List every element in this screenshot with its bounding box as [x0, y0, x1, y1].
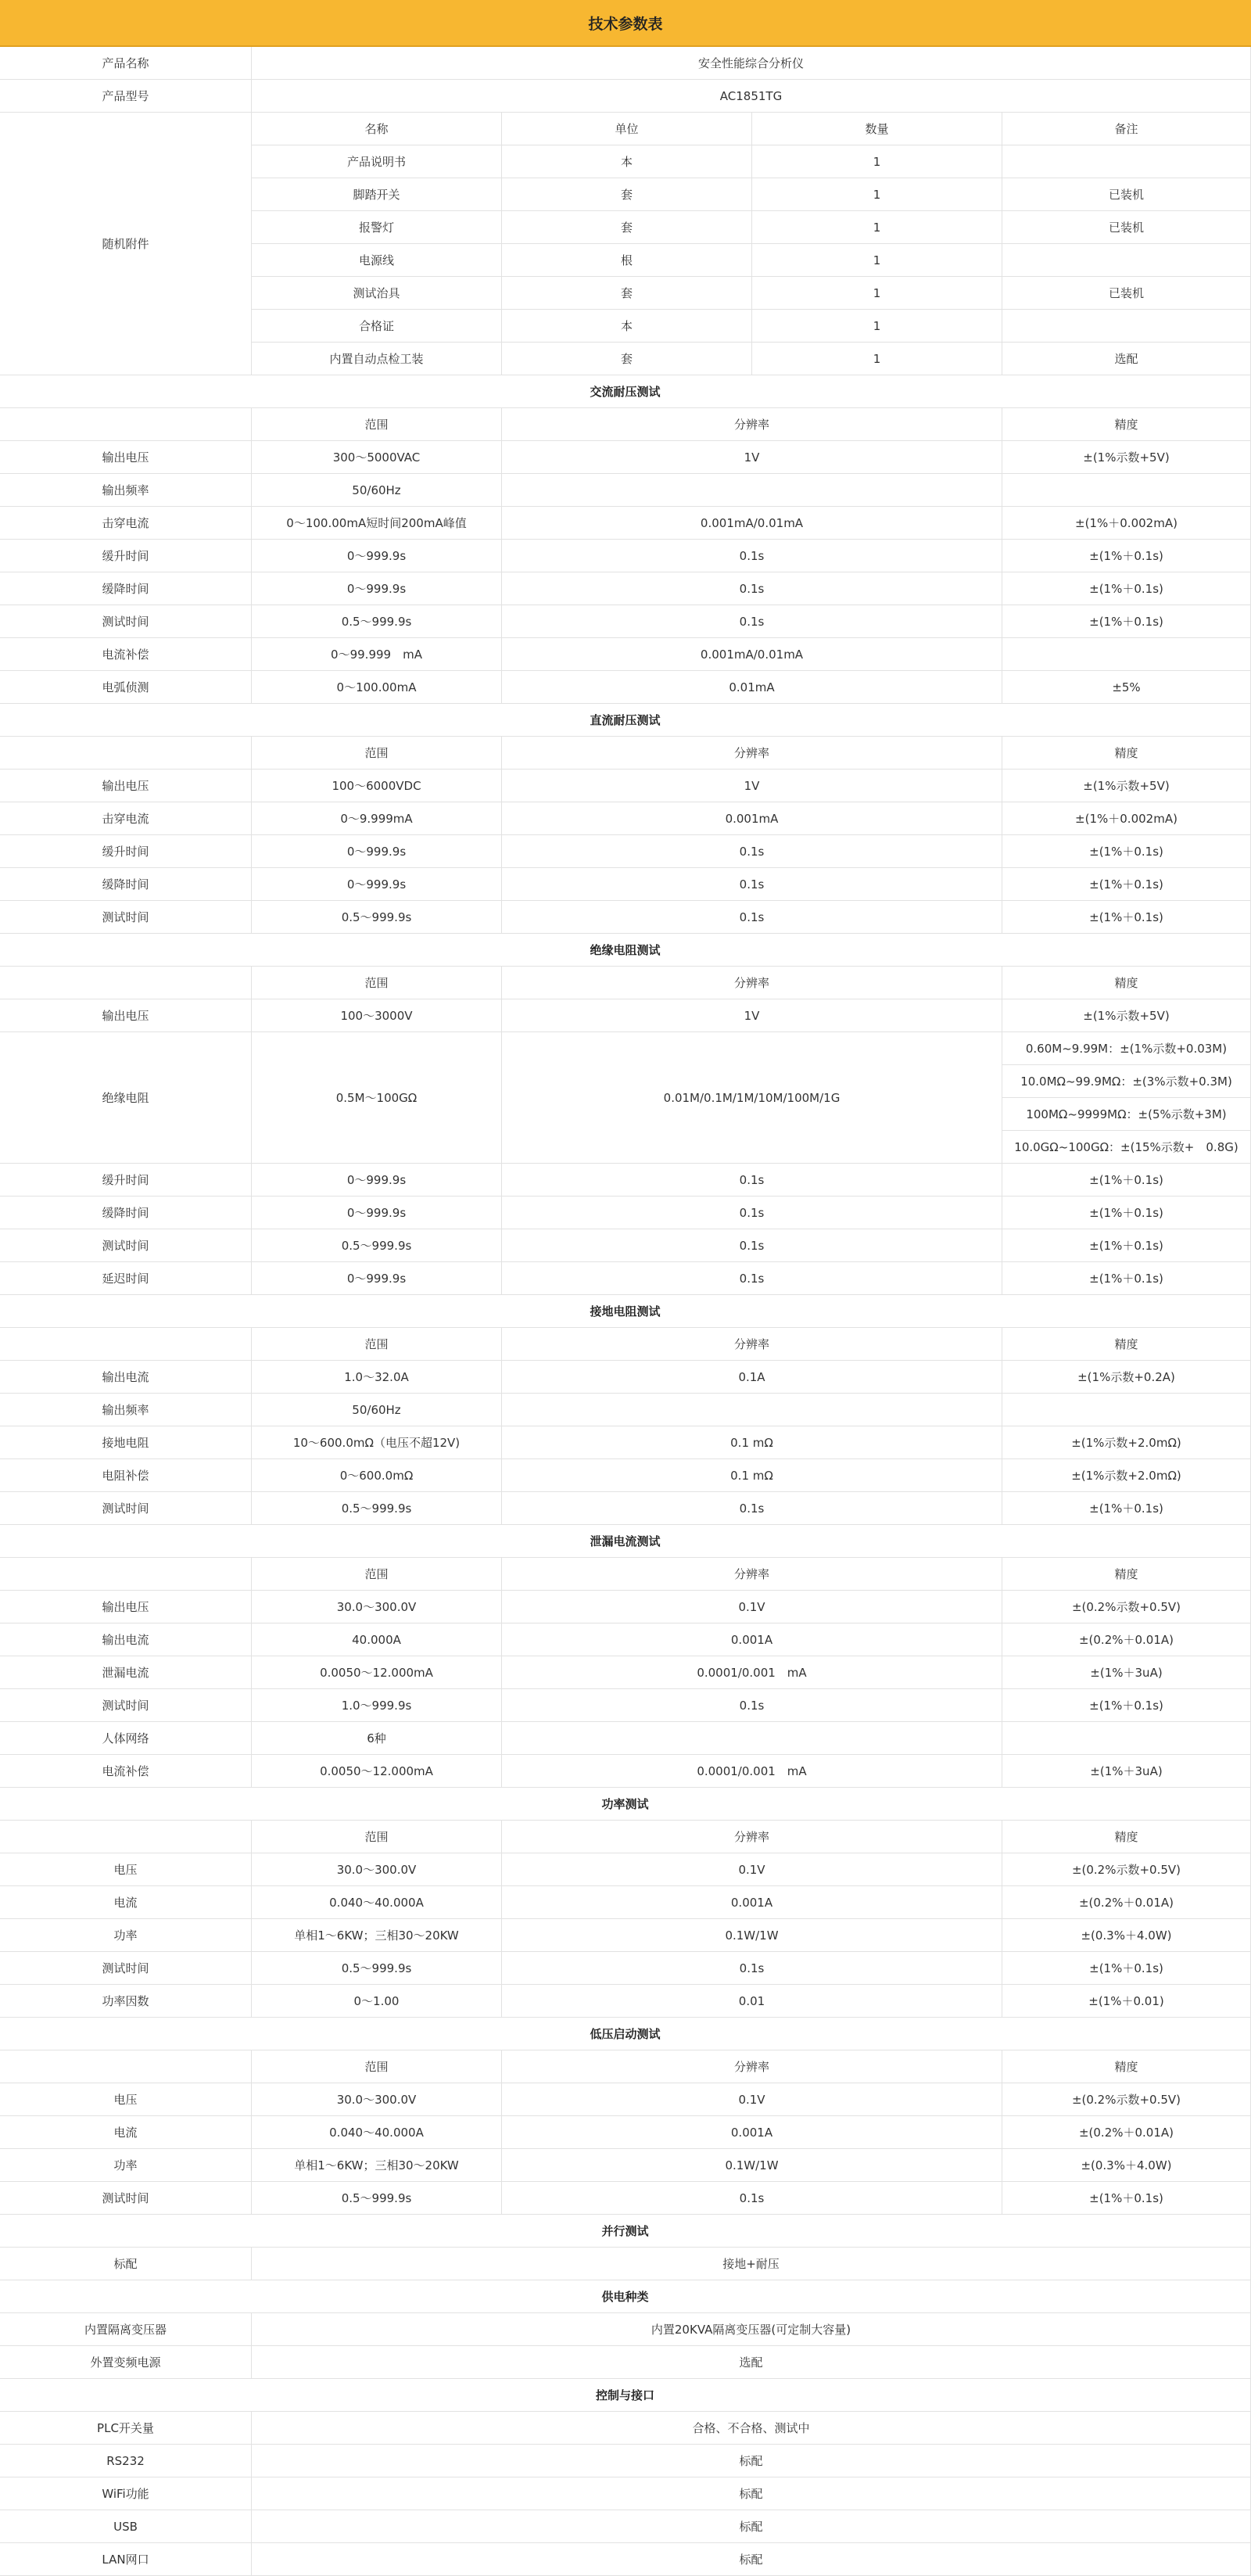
spec-row-accuracy: ±(1%＋0.1s) [1002, 1689, 1251, 1722]
accessory-cell: 套 [502, 178, 752, 211]
spec-row-resolution: 0.1s [502, 1262, 1002, 1295]
interface-row-label: WiFi功能 [0, 2477, 252, 2510]
accessory-cell: 合格证 [252, 310, 502, 343]
accessory-cell: 选配 [1002, 343, 1251, 375]
spec-row-resolution: 0.1s [502, 868, 1002, 901]
spec-row-accuracy: ±(1%＋0.1s) [1002, 901, 1251, 934]
spec-row-range: 0～100.00mA [252, 671, 502, 704]
spec-row-resolution: 0.01 [502, 1985, 1002, 2018]
spec-row-accuracy: ±(1%示数+5V) [1002, 999, 1251, 1032]
accessory-cell: 脚踏开关 [252, 178, 502, 211]
spec-row-label: 测试时间 [0, 605, 252, 638]
section-title: 交流耐压测试 [0, 375, 1251, 408]
spec-row-range: 0～99.999 mA [252, 638, 502, 671]
product-name-value: 安全性能综合分析仪 [252, 47, 1251, 80]
spec-row-range: 50/60Hz [252, 1394, 502, 1426]
pw_test-header-resolution: 分辨率 [502, 1821, 1002, 1853]
section-title: 接地电阻测试 [0, 1295, 1251, 1328]
spec-row-range: 0.5～999.9s [252, 2182, 502, 2215]
gr_test-header-accuracy: 精度 [1002, 1328, 1251, 1361]
spec-row-label: 输出电压 [0, 770, 252, 802]
spec-row-accuracy: ±(1%示数+5V) [1002, 441, 1251, 474]
interface-row-value: 标配 [252, 2445, 1251, 2477]
section-title: 泄漏电流测试 [0, 1525, 1251, 1558]
lc_test-header-blank [0, 1558, 252, 1591]
spec-row-range: 0～999.9s [252, 1262, 502, 1295]
interface-row-value: 合格、不合格、测试中 [252, 2412, 1251, 2445]
ir_test-header-range: 范围 [252, 967, 502, 999]
spec-row-resolution: 0.001A [502, 2116, 1002, 2149]
spec-row-accuracy: ±(0.2%示数+0.5V) [1002, 1853, 1251, 1886]
pw_test-header-blank [0, 1821, 252, 1853]
insulation-resistance-accuracy: 10.0GΩ~100GΩ：±(15%示数+ 0.8G) [1002, 1131, 1251, 1164]
spec-row-resolution: 0.01mA [502, 671, 1002, 704]
spec-row-range: 1.0～999.9s [252, 1689, 502, 1722]
ac_test-header-accuracy: 精度 [1002, 408, 1251, 441]
page-title: 技术参数表 [0, 0, 1251, 47]
ir_test-header-resolution: 分辨率 [502, 967, 1002, 999]
spec-row-accuracy: ±(1%示数+5V) [1002, 770, 1251, 802]
spec-row-label: 测试时间 [0, 901, 252, 934]
product-name-label: 产品名称 [0, 47, 252, 80]
ir_test-header-blank [0, 967, 252, 999]
dc_test-header-range: 范围 [252, 737, 502, 770]
spec-row-range: 0～999.9s [252, 572, 502, 605]
accessory-cell [1002, 145, 1251, 178]
spec-row-label: 测试时间 [0, 1492, 252, 1525]
accessories-header: 备注 [1002, 113, 1251, 145]
spec-row-accuracy: ±(0.2%＋0.01A) [1002, 1886, 1251, 1919]
accessory-cell: 1 [752, 343, 1002, 375]
spec-row-resolution: 0.1 mΩ [502, 1459, 1002, 1492]
spec-row-label: 电流补偿 [0, 638, 252, 671]
spec-row-label: 测试时间 [0, 1689, 252, 1722]
spec-row-range: 0.5～999.9s [252, 1229, 502, 1262]
accessory-cell [1002, 244, 1251, 277]
spec-row-label: 击穿电流 [0, 507, 252, 540]
spec-row-accuracy [1002, 1722, 1251, 1755]
spec-row-range: 单相1～6KW；三相30～20KW [252, 2149, 502, 2182]
spec-row-resolution: 0.1 mΩ [502, 1426, 1002, 1459]
spec-row-accuracy: ±(0.2%＋0.01A) [1002, 1623, 1251, 1656]
interface-row-value: 标配 [252, 2543, 1251, 2576]
accessory-cell: 1 [752, 277, 1002, 310]
spec-row-label: 输出电流 [0, 1361, 252, 1394]
product-model-value: AC1851TG [252, 80, 1251, 113]
spec-row-label: 功率因数 [0, 1985, 252, 2018]
parallel_test-row-value: 接地+耐压 [252, 2248, 1251, 2280]
spec-row-resolution: 1V [502, 441, 1002, 474]
interface-row-label: USB [0, 2510, 252, 2543]
spec-row-label: 测试时间 [0, 1229, 252, 1262]
spec-row-range: 0.5～999.9s [252, 901, 502, 934]
spec-row-resolution: 0.1s [502, 540, 1002, 572]
spec-row-range: 0.040～40.000A [252, 2116, 502, 2149]
spec-row-resolution: 0.1s [502, 1492, 1002, 1525]
spec-row-range: 0.5～999.9s [252, 605, 502, 638]
power_supply-row-label: 内置隔离变压器 [0, 2313, 252, 2346]
spec-row-range: 0.5～999.9s [252, 1492, 502, 1525]
lc_test-header-accuracy: 精度 [1002, 1558, 1251, 1591]
accessory-cell: 套 [502, 343, 752, 375]
spec-row-accuracy [1002, 638, 1251, 671]
interface-row-value: 标配 [252, 2477, 1251, 2510]
lv_test-header-resolution: 分辨率 [502, 2050, 1002, 2083]
lc_test-header-range: 范围 [252, 1558, 502, 1591]
spec-row-resolution [502, 1722, 1002, 1755]
spec-row-accuracy: ±(1%＋0.1s) [1002, 540, 1251, 572]
spec-row-accuracy: ±(1%＋0.002mA) [1002, 507, 1251, 540]
spec-row-accuracy: ±(1%＋0.1s) [1002, 572, 1251, 605]
spec-row-resolution: 0.1s [502, 2182, 1002, 2215]
spec-row-label: 缓降时间 [0, 868, 252, 901]
spec-row-label: 接地电阻 [0, 1426, 252, 1459]
ir_test-header-accuracy: 精度 [1002, 967, 1251, 999]
spec-row-resolution: 0.001A [502, 1886, 1002, 1919]
ac_test-header-blank [0, 408, 252, 441]
spec-row-range: 0～999.9s [252, 868, 502, 901]
accessory-cell: 已装机 [1002, 211, 1251, 244]
accessory-cell: 本 [502, 310, 752, 343]
spec-row-accuracy: ±(1%＋3uA) [1002, 1656, 1251, 1689]
spec-row-label: 电压 [0, 2083, 252, 2116]
spec-row-range: 6种 [252, 1722, 502, 1755]
spec-row-resolution: 0.1A [502, 1361, 1002, 1394]
dc_test-header-blank [0, 737, 252, 770]
insulation-resistance-accuracy: 0.60M~9.99M：±(1%示数+0.03M) [1002, 1032, 1251, 1065]
spec-row-range: 0.040～40.000A [252, 1886, 502, 1919]
spec-row-label: 电流 [0, 2116, 252, 2149]
spec-row-range: 0～999.9s [252, 540, 502, 572]
interface-row-label: PLC开关量 [0, 2412, 252, 2445]
spec-row-range: 0.0050～12.000mA [252, 1755, 502, 1788]
spec-row-range: 100～6000VDC [252, 770, 502, 802]
spec-row-accuracy: ±(1%＋0.1s) [1002, 605, 1251, 638]
spec-row-label: 测试时间 [0, 2182, 252, 2215]
spec-row-accuracy [1002, 1394, 1251, 1426]
spec-row-resolution: 0.1s [502, 1164, 1002, 1197]
accessory-cell: 产品说明书 [252, 145, 502, 178]
ac_test-header-range: 范围 [252, 408, 502, 441]
spec-row-resolution: 0.1W/1W [502, 1919, 1002, 1952]
spec-row-accuracy: ±(1%＋0.1s) [1002, 868, 1251, 901]
spec-row-label: 功率 [0, 1919, 252, 1952]
spec-row-label: 击穿电流 [0, 802, 252, 835]
spec-row-accuracy: ±(1%＋0.1s) [1002, 2182, 1251, 2215]
spec-row-resolution: 0.001A [502, 1623, 1002, 1656]
lv_test-header-accuracy: 精度 [1002, 2050, 1251, 2083]
spec-row-accuracy: ±(1%＋0.1s) [1002, 1492, 1251, 1525]
spec-row-label: 输出电压 [0, 441, 252, 474]
spec-row-accuracy: ±5% [1002, 671, 1251, 704]
accessory-cell: 根 [502, 244, 752, 277]
spec-row-label: 输出电压 [0, 999, 252, 1032]
spec-row-label: 电阻补偿 [0, 1459, 252, 1492]
spec-row-resolution: 0.1s [502, 901, 1002, 934]
spec-row-resolution: 0.1V [502, 1591, 1002, 1623]
accessory-cell: 本 [502, 145, 752, 178]
pw_test-header-range: 范围 [252, 1821, 502, 1853]
insulation-resistance-range: 0.5M～100GΩ [252, 1032, 502, 1164]
spec-row-resolution: 0.001mA/0.01mA [502, 638, 1002, 671]
spec-row-resolution: 0.1s [502, 1229, 1002, 1262]
accessory-cell: 套 [502, 211, 752, 244]
spec-row-label: 缓升时间 [0, 540, 252, 572]
gr_test-header-blank [0, 1328, 252, 1361]
spec-row-resolution [502, 474, 1002, 507]
spec-row-range: 0～9.999mA [252, 802, 502, 835]
accessory-cell: 已装机 [1002, 178, 1251, 211]
power_supply-row-value: 选配 [252, 2346, 1251, 2379]
spec-row-label: 泄漏电流 [0, 1656, 252, 1689]
spec-row-label: 延迟时间 [0, 1262, 252, 1295]
accessories-label: 随机附件 [0, 113, 252, 375]
spec-row-resolution: 0.1s [502, 605, 1002, 638]
spec-row-resolution: 1V [502, 999, 1002, 1032]
spec-row-resolution: 0.1s [502, 1689, 1002, 1722]
accessory-cell: 测试治具 [252, 277, 502, 310]
insulation-resistance-accuracy: 100MΩ~9999MΩ：±(5%示数+3M) [1002, 1098, 1251, 1131]
spec-row-label: 功率 [0, 2149, 252, 2182]
insulation-resistance-label: 绝缘电阻 [0, 1032, 252, 1164]
spec-row-resolution: 0.1s [502, 835, 1002, 868]
spec-row-accuracy: ±(0.3%＋4.0W) [1002, 2149, 1251, 2182]
accessory-cell: 套 [502, 277, 752, 310]
dc_test-header-accuracy: 精度 [1002, 737, 1251, 770]
spec-row-range: 0.5～999.9s [252, 1952, 502, 1985]
lv_test-header-range: 范围 [252, 2050, 502, 2083]
section-title: 直流耐压测试 [0, 704, 1251, 737]
accessory-cell: 报警灯 [252, 211, 502, 244]
spec-row-accuracy: ±(1%＋0.01) [1002, 1985, 1251, 2018]
spec-row-accuracy: ±(1%＋0.1s) [1002, 1164, 1251, 1197]
spec-row-accuracy: ±(1%＋3uA) [1002, 1755, 1251, 1788]
power_supply-row-label: 外置变频电源 [0, 2346, 252, 2379]
spec-row-label: 缓降时间 [0, 1197, 252, 1229]
spec-row-range: 10～600.0mΩ（电压不超12V) [252, 1426, 502, 1459]
spec-row-range: 0～600.0mΩ [252, 1459, 502, 1492]
spec-row-accuracy: ±(1%＋0.1s) [1002, 1952, 1251, 1985]
pw_test-header-accuracy: 精度 [1002, 1821, 1251, 1853]
accessory-cell: 1 [752, 178, 1002, 211]
spec-row-resolution: 0.1s [502, 572, 1002, 605]
section-title: 供电种类 [0, 2280, 1251, 2313]
spec-row-accuracy: ±(1%＋0.002mA) [1002, 802, 1251, 835]
accessory-cell: 内置自动点检工装 [252, 343, 502, 375]
spec-row-range: 0～1.00 [252, 1985, 502, 2018]
spec-row-accuracy: ±(1%示数+2.0mΩ) [1002, 1426, 1251, 1459]
spec-row-range: 0～999.9s [252, 1197, 502, 1229]
lc_test-header-resolution: 分辨率 [502, 1558, 1002, 1591]
spec-row-label: 输出频率 [0, 1394, 252, 1426]
spec-row-label: 电流补偿 [0, 1755, 252, 1788]
interface-row-label: RS232 [0, 2445, 252, 2477]
section-title: 控制与接口 [0, 2379, 1251, 2412]
spec-row-resolution: 0.0001/0.001 mA [502, 1656, 1002, 1689]
spec-row-range: 30.0～300.0V [252, 1853, 502, 1886]
spec-row-label: 缓升时间 [0, 835, 252, 868]
spec-row-range: 100～3000V [252, 999, 502, 1032]
spec-row-accuracy: ±(1%＋0.1s) [1002, 835, 1251, 868]
spec-row-resolution: 1V [502, 770, 1002, 802]
spec-row-accuracy: ±(0.3%＋4.0W) [1002, 1919, 1251, 1952]
spec-row-range: 30.0～300.0V [252, 2083, 502, 2116]
accessory-cell: 1 [752, 211, 1002, 244]
spec-row-accuracy: ±(1%＋0.1s) [1002, 1197, 1251, 1229]
spec-row-label: 输出电流 [0, 1623, 252, 1656]
spec-row-range: 300～5000VAC [252, 441, 502, 474]
accessory-cell: 已装机 [1002, 277, 1251, 310]
spec-row-accuracy [1002, 474, 1251, 507]
ac_test-header-resolution: 分辨率 [502, 408, 1002, 441]
spec-row-range: 1.0～32.0A [252, 1361, 502, 1394]
insulation-resistance-accuracy: 10.0MΩ~99.9MΩ：±(3%示数+0.3M) [1002, 1065, 1251, 1098]
spec-row-label: 电压 [0, 1853, 252, 1886]
spec-row-resolution: 0.1s [502, 1952, 1002, 1985]
spec-row-accuracy: ±(1%示数+2.0mΩ) [1002, 1459, 1251, 1492]
spec-row-resolution: 0.1V [502, 1853, 1002, 1886]
spec-row-accuracy: ±(0.2%＋0.01A) [1002, 2116, 1251, 2149]
section-title: 并行测试 [0, 2215, 1251, 2248]
gr_test-header-range: 范围 [252, 1328, 502, 1361]
spec-row-label: 缓升时间 [0, 1164, 252, 1197]
accessory-cell: 1 [752, 310, 1002, 343]
spec-row-resolution: 0.001mA/0.01mA [502, 507, 1002, 540]
spec-row-range: 0～100.00mA短时间200mA峰值 [252, 507, 502, 540]
product-model-label: 产品型号 [0, 80, 252, 113]
section-title: 功率测试 [0, 1788, 1251, 1821]
accessories-header: 数量 [752, 113, 1002, 145]
spec-row-range: 30.0～300.0V [252, 1591, 502, 1623]
gr_test-header-resolution: 分辨率 [502, 1328, 1002, 1361]
spec-row-accuracy: ±(0.2%示数+0.5V) [1002, 1591, 1251, 1623]
spec-row-label: 输出电压 [0, 1591, 252, 1623]
accessory-cell: 电源线 [252, 244, 502, 277]
spec-row-label: 输出频率 [0, 474, 252, 507]
spec-row-accuracy: ±(0.2%示数+0.5V) [1002, 2083, 1251, 2116]
spec-row-label: 电流 [0, 1886, 252, 1919]
spec-row-resolution [502, 1394, 1002, 1426]
spec-row-range: 50/60Hz [252, 474, 502, 507]
spec-row-label: 人体网络 [0, 1722, 252, 1755]
spec-row-accuracy: ±(1%示数+0.2A) [1002, 1361, 1251, 1394]
spec-row-resolution: 0.1V [502, 2083, 1002, 2116]
section-title: 绝缘电阻测试 [0, 934, 1251, 967]
spec-row-accuracy: ±(1%＋0.1s) [1002, 1229, 1251, 1262]
spec-row-accuracy: ±(1%＋0.1s) [1002, 1262, 1251, 1295]
spec-row-label: 电弧侦测 [0, 671, 252, 704]
spec-row-label: 测试时间 [0, 1952, 252, 1985]
spec-row-range: 单相1～6KW；三相30～20KW [252, 1919, 502, 1952]
accessories-header: 名称 [252, 113, 502, 145]
accessory-cell: 1 [752, 145, 1002, 178]
spec-row-label: 缓降时间 [0, 572, 252, 605]
spec-row-resolution: 0.1W/1W [502, 2149, 1002, 2182]
lv_test-header-blank [0, 2050, 252, 2083]
interface-row-value: 标配 [252, 2510, 1251, 2543]
spec-row-range: 0～999.9s [252, 835, 502, 868]
insulation-resistance-resolution: 0.01M/0.1M/1M/10M/100M/1G [502, 1032, 1002, 1164]
spec-row-range: 0～999.9s [252, 1164, 502, 1197]
power_supply-row-value: 内置20KVA隔离变压器(可定制大容量) [252, 2313, 1251, 2346]
spec-row-range: 40.000A [252, 1623, 502, 1656]
accessory-cell [1002, 310, 1251, 343]
dc_test-header-resolution: 分辨率 [502, 737, 1002, 770]
spec-row-resolution: 0.0001/0.001 mA [502, 1755, 1002, 1788]
parallel_test-row-label: 标配 [0, 2248, 252, 2280]
section-title: 低压启动测试 [0, 2018, 1251, 2050]
accessories-header: 单位 [502, 113, 752, 145]
interface-row-label: LAN网口 [0, 2543, 252, 2576]
spec-row-resolution: 0.1s [502, 1197, 1002, 1229]
spec-row-resolution: 0.001mA [502, 802, 1002, 835]
accessory-cell: 1 [752, 244, 1002, 277]
spec-row-range: 0.0050～12.000mA [252, 1656, 502, 1689]
